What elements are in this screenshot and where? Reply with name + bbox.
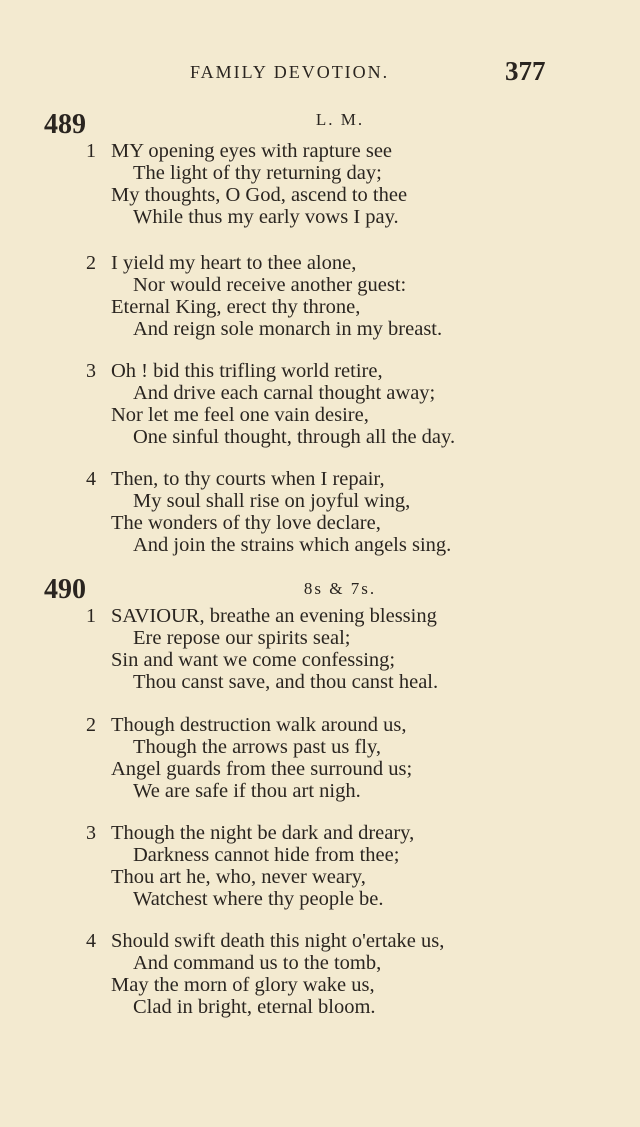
verse-number: 2 <box>86 714 96 736</box>
verse-line: Thou art he, who, never weary, <box>111 866 366 888</box>
verse-number: 1 <box>86 140 96 162</box>
verse-line: And join the strains which angels sing. <box>133 534 452 556</box>
verse-line: Nor would receive another guest: <box>133 274 407 296</box>
verse-line: Watchest where thy people be. <box>133 888 384 910</box>
verse-line: Sin and want we come confessing; <box>111 649 396 671</box>
verse-line: While thus my early vows I pay. <box>133 206 399 228</box>
page-number: 377 <box>505 56 546 86</box>
verse-line: My soul shall rise on joyful wing, <box>133 490 411 512</box>
verse-line: And drive each carnal thought away; <box>133 382 436 404</box>
verse-line: The light of thy returning day; <box>133 162 382 184</box>
hymn-number: 490 <box>44 574 86 605</box>
verse-line: May the morn of glory wake us, <box>111 974 375 996</box>
verse-line: Ere repose our spirits seal; <box>133 627 351 649</box>
verse-number: 4 <box>86 930 96 952</box>
verse-line: The wonders of thy love declare, <box>111 512 381 534</box>
verse-line: Though the arrows past us fly, <box>133 736 382 758</box>
verse-line: My thoughts, O God, ascend to thee <box>111 184 408 206</box>
verse-line: And reign sole monarch in my breast. <box>133 318 443 340</box>
verse-line: Eternal King, erect thy throne, <box>111 296 361 318</box>
verse-number: 3 <box>86 360 96 382</box>
verse-line: Though destruction walk around us, <box>111 714 407 736</box>
verse-line: Darkness cannot hide from thee; <box>133 844 400 866</box>
running-head <box>0 58 640 88</box>
verse-number: 3 <box>86 822 96 844</box>
verse-line: And command us to the tomb, <box>133 952 382 974</box>
verse-line: Oh ! bid this trifling world retire, <box>111 360 383 382</box>
verse-line: We are safe if thou art nigh. <box>133 780 361 802</box>
verse-line: Thou canst save, and thou canst heal. <box>133 671 439 693</box>
verse-number: 1 <box>86 605 96 627</box>
verse-line: I yield my heart to thee alone, <box>111 252 357 274</box>
hymn-meter: 8s & 7s. <box>303 579 377 598</box>
hymn-meter: L. M. <box>315 110 365 129</box>
hymn-number: 489 <box>44 109 86 140</box>
running-title: FAMILY DEVOTION. <box>190 62 390 82</box>
verse-number: 4 <box>86 468 96 490</box>
verse-line: SAVIOUR, breathe an evening blessing <box>111 605 437 627</box>
verse-line: Though the night be dark and dreary, <box>111 822 415 844</box>
verse-number: 2 <box>86 252 96 274</box>
verse-line: Nor let me feel one vain desire, <box>111 404 369 426</box>
verse-line: MY opening eyes with rapture see <box>111 140 393 162</box>
verse-line: Should swift death this night o'ertake us, <box>111 930 445 952</box>
verse-line: Angel guards from thee surround us; <box>111 758 413 780</box>
verse-line: Then, to thy courts when I repair, <box>111 468 385 490</box>
verse-line: Clad in bright, eternal bloom. <box>133 996 376 1018</box>
verse-line: One sinful thought, through all the day. <box>133 426 456 448</box>
